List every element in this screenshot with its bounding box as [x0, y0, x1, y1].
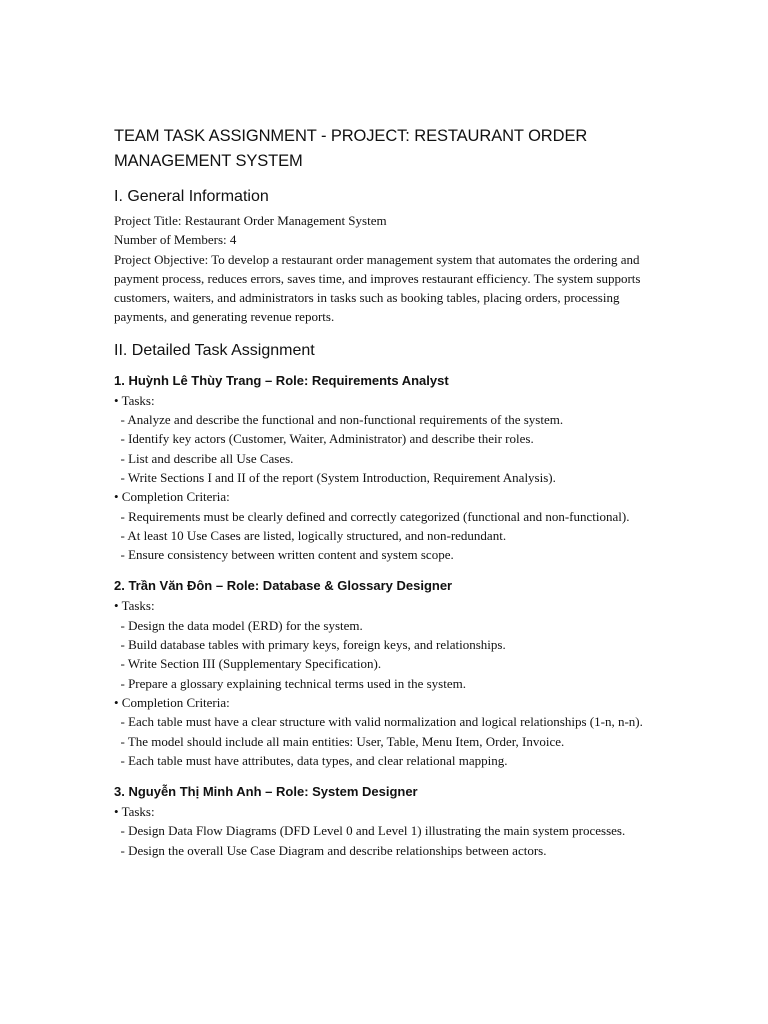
task-item: - Design Data Flow Diagrams (DFD Level 0 and Level 1) illustrating the main system processes.	[114, 823, 626, 839]
member-heading: 2. Trần Văn Đôn – Role: Database & Glossary Designer	[114, 578, 453, 594]
project-title-line: Project Title: Restaurant Order Management System	[114, 213, 387, 228]
criteria-label: • Completion Criteria:	[114, 694, 230, 710]
members-line: Number of Members: 4	[114, 232, 237, 248]
member-block	[114, 596, 644, 770]
task-item: - Design the data model (ERD) for the system.	[114, 617, 363, 633]
task-item: - List and describe all Use Cases.	[114, 450, 294, 466]
criteria-item: - Each table must have attributes, data types, and clear relational mapping.	[114, 752, 508, 768]
task-item: - Build database tables with primary keys, foreign keys, and relationships.	[114, 637, 506, 653]
objective-paragraph: Project Objective: To develop a restaurant order management system that automates the ordering and payment process, reduces errors, saves time, and improves restaurant efficiency. The system supports customers, waiters, and administrators in tasks such as booking tables, placing orders, processing payments, and generating revenue reports.	[114, 251, 641, 325]
tasks-label: • Tasks:	[114, 804, 155, 820]
member-block	[114, 802, 644, 860]
criteria-item: - At least 10 Use Cases are listed, logically structured, and non-redundant.	[114, 527, 507, 543]
criteria-item: - Each table must have a clear structure with valid normalization and logical relationships (1-n, n-n).	[114, 714, 643, 730]
task-item: - Identify key actors (Customer, Waiter, Administrator) and describe their roles.	[114, 431, 534, 447]
tasks-label: • Tasks:	[114, 598, 155, 614]
criteria-item: - Requirements must be clearly defined and correctly categorized (functional and non-functional).	[114, 508, 630, 524]
task-item: - Design the overall Use Case Diagram and describe relationships between actors.	[114, 842, 547, 858]
member-heading: 3. Nguyễn Thị Minh Anh – Role: System Designer	[114, 784, 418, 800]
section-heading-tasks: II. Detailed Task Assignment	[114, 341, 315, 359]
general-info-block	[114, 211, 644, 327]
member-block	[114, 391, 644, 565]
criteria-label: • Completion Criteria:	[114, 489, 230, 505]
member-heading: 1. Huỳnh Lê Thùy Trang – Role: Requirements Analyst	[114, 372, 449, 388]
task-item: - Write Section III (Supplementary Specification).	[114, 656, 382, 672]
document-title: TEAM TASK ASSIGNMENT - PROJECT: RESTAURANT ORDER MANAGEMENT SYSTEM	[114, 127, 588, 170]
criteria-item: - Ensure consistency between written content and system scope.	[114, 547, 454, 563]
section-heading-general: I. General Information	[114, 188, 269, 205]
task-item: - Write Sections I and II of the report (System Introduction, Requirement Analysis).	[114, 469, 556, 485]
tasks-label: • Tasks:	[114, 392, 155, 408]
criteria-item: - The model should include all main entities: User, Table, Menu Item, Order, Invoice.	[114, 733, 565, 749]
task-item: - Prepare a glossary explaining technical terms used in the system.	[114, 675, 466, 691]
task-item: - Analyze and describe the functional and non-functional requirements of the system.	[114, 412, 564, 428]
